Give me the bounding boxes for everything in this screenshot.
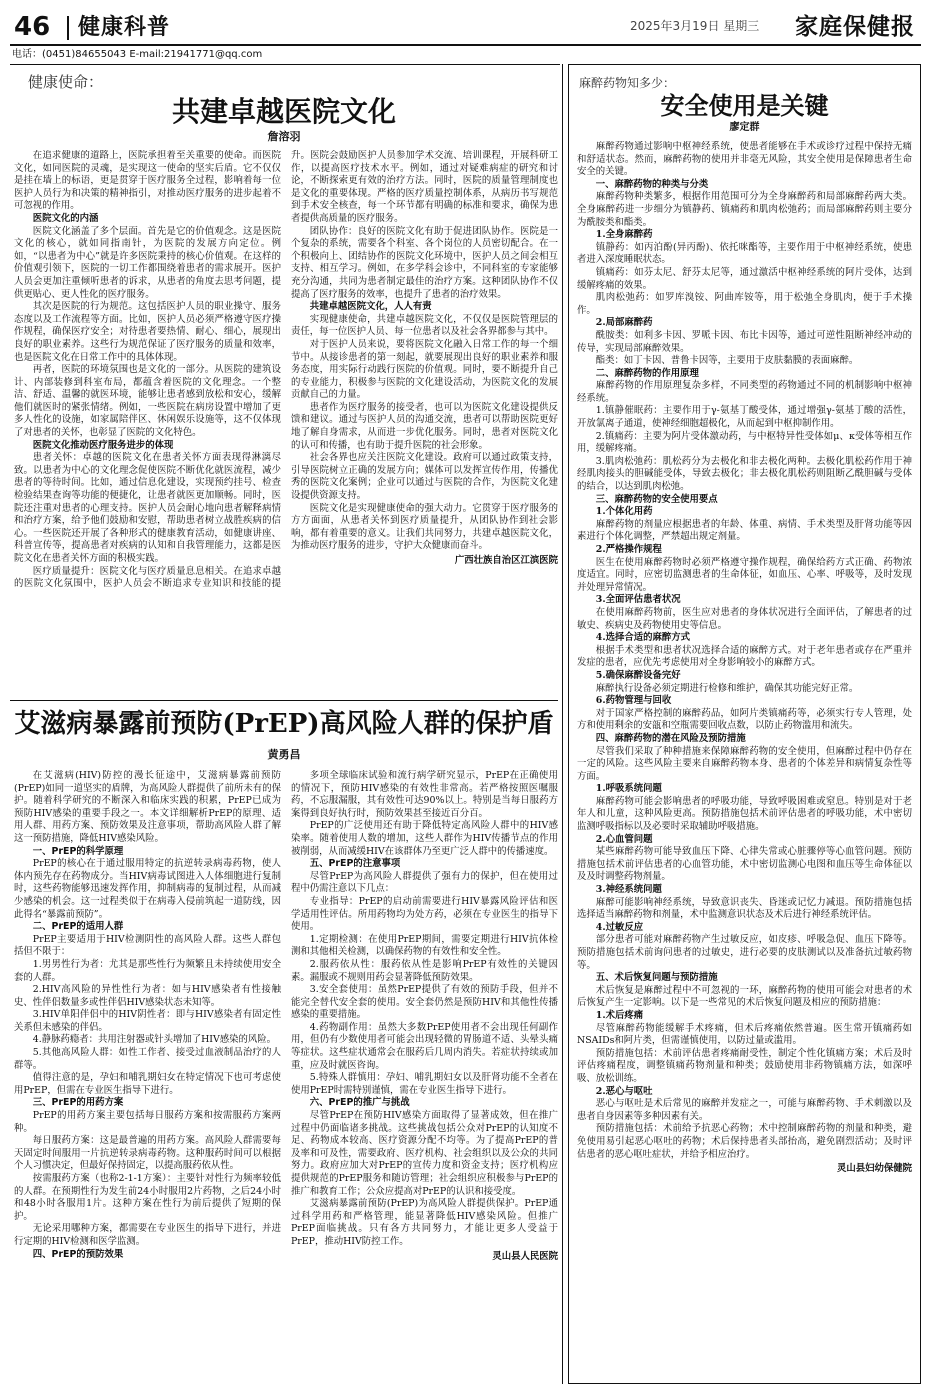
paragraph: 术后恢复是麻醉过程中不可忽视的一环，麻醉药物的使用可能会对患者的术后恢复产生一定影响。以下是一些常见的术后恢复问题及相应的预防措施：	[577, 984, 912, 1009]
minor-heading: 4.选择合适的麻醉方式	[595, 632, 690, 644]
paragraph: 在使用麻醉药物前，医生应对患者的身体状况进行全面评估，了解患者的过敏史、疾病史及药物使用史等信息。	[577, 606, 912, 631]
minor-heading: 2.局部麻醉药	[595, 317, 653, 329]
subheading: 医院文化推动医疗服务进步的体现	[32, 439, 174, 451]
minor-heading: 2.心血管问题	[595, 833, 653, 845]
paragraph: 实现健康使命，共建卓越医院文化，不仅仅是医院管理层的责任，每一位医护人员、每一位患者以及社会各界都参与其中。	[291, 313, 558, 338]
paragraph: 团队协作：良好的医院文化有助于促进团队协作。医院是一个复杂的系统，需要各个科室、各个岗位的人员密切配合。在一个积极向上、团结协作的医院文化环境中，医护人员之间会相互支持、相互学习。例如，在多学科会诊中，不同科室的专家能够充分沟通，共同为患者制定最佳的治疗方案。这种团队协作不仅提高了医疗服务的效率，也提升了患者的治疗效果。	[291, 225, 558, 300]
article2-body	[14, 770, 558, 1382]
paragraph: 3.安全套使用：虽然PrEP提供了有效的预防手段，但并不能完全替代安全套的使用。安全套仍然是预防HIV和其他性传播感染的重要措施。	[291, 984, 558, 1021]
paragraph: 4.药物副作用：虽然大多数PrEP使用者不会出现任何副作用，但仍有少数使用者可能会出现轻微的胃肠道不适、头晕头痛等症状。这些症状通常会在服药后几周内消失。若症状持续或加重，应及时就医咨询。	[291, 1021, 558, 1071]
paragraph: 麻醉执行设备必须定期进行检修和维护，确保其功能完好正常。	[595, 682, 859, 694]
paragraph: 社会各界也应关注医院文化建设。政府可以通过政策支持，引导医院树立正确的发展方向；媒体可以发挥宣传作用，传播优秀的医院文化案例；企业可以通过与医院的合作，为医院文化建设提供资源支持。	[291, 452, 558, 502]
paragraph: 4.静脉药瘾者：共用注射器或针头增加了HIV感染的风险。	[32, 1034, 277, 1046]
article-hospital-culture	[10, 72, 558, 144]
article2-author: 黄勇昌	[267, 748, 301, 761]
paragraph: 每日服药方案：这是最普遍的用药方案。高风险人群需要每天固定时间服用一片抗逆转录病毒药物。这种服药时间可以根据个人习惯决定，但最好保持固定，以提高服药依从性。	[14, 1135, 281, 1172]
masthead	[10, 12, 921, 42]
column-rule	[562, 64, 563, 1384]
paragraph: 根据手术类型和患者状况选择合适的麻醉方式。对于老年患者或存在严重并发症的患者，应优先考虑使用对全身影响较小的麻醉方式。	[577, 644, 912, 669]
paragraph: 2.镇痛药：主要为阿片受体激动药，与中枢特异性受体如μ、κ受体等相互作用，缓解疼痛。	[577, 430, 912, 455]
paragraph: 麻醉药物种类繁多，根据作用范围可分为全身麻醉药和局部麻醉药两大类。全身麻醉药进一步细分为镇静药、镇痛药和肌肉松弛药；而局部麻醉药则主要分为酰胺类和酯类。	[577, 191, 912, 228]
minor-heading: 3.全面评估患者状况	[595, 594, 681, 606]
source-credit: 广西壮族自治区江滨医院	[454, 555, 558, 566]
article1-title: 共建卓越医院文化	[171, 95, 396, 128]
paragraph: 部分患者可能对麻醉药物产生过敏反应，如皮疹、呼吸急促、血压下降等。预防措施包括术前询问患者的过敏史，进行必要的皮肤测试以及准备抗过敏药物等。	[577, 934, 912, 971]
subheading: 一、麻醉药物的种类与分类	[595, 178, 709, 190]
subheading: 医院文化的内涵	[32, 212, 99, 224]
paragraph: 艾滋病暴露前预防(PrEP)为高风险人群提供保护。PrEP通过科学用药和严格管理，能显著降低HIV感染风险。但推广PrEP面临挑战。只有各方共同努力，才能让更多人受益于PrEP，推动HIV防控工作。	[291, 1198, 558, 1247]
paragraph: 3.肌肉松弛药：肌松药分为去极化和非去极化两种。去极化肌松药作用于神经肌肉接头的胆碱能受体，导致去极化；非去极化肌松药则阻断乙酰胆碱与受体的结合，以达到肌肉松弛。	[577, 455, 912, 493]
paragraph: 恶心与呕吐是术后常见的麻醉并发症之一，可能与麻醉药物、手术刺激以及患者自身因素等多种因素有关。	[577, 1098, 912, 1122]
paragraph: 1.男男性行为者：尤其是那些性行为频繁且未持续使用安全套的人群。	[14, 958, 281, 983]
paragraph: 按需服药方案（也称2-1-1方案）：主要针对性行为频率较低的人群。在预期性行为发生前24小时服用2片药物，之后24小时和48小时各服用1片。这种方案在性行为前后提供了短期的保护。	[14, 1173, 281, 1222]
paragraph: 镇静药：如丙泊酚(异丙酚)、依托咪酯等，主要作用于中枢神经系统，使患者进入深度睡眠状态。	[577, 241, 912, 266]
paragraph: 麻醉药物可能会影响患者的呼吸功能，导致呼吸困难或窒息。特别是对于老年人和儿童，这种风险更高。预防措施包括术前评估患者的呼吸功能，术中密切监测呼吸指标以及必要时采取辅助呼吸措施。	[577, 795, 912, 833]
article3-title: 安全使用是关键	[660, 91, 829, 120]
article-prep	[10, 706, 558, 762]
minor-heading: 4.过敏反应	[595, 921, 644, 933]
paper-name: 家庭保健报	[795, 13, 915, 40]
article1-body	[14, 150, 558, 694]
subheading: 一、PrEP的科学原理	[32, 845, 124, 857]
minor-heading: 6.药物管理与回收	[595, 695, 672, 707]
paragraph: 麻醉可能影响神经系统，导致意识丧失、昏迷或记忆力减退。预防措施包括选择适当麻醉药物和剂量，术中监测意识状态及术后进行神经系统评估。	[577, 896, 912, 921]
paragraph: 无论采用哪种方案，都需要在专业医生的指导下进行，并进行定期的HIV检测和医学监测。	[14, 1223, 281, 1247]
subheading: 三、麻醉药物的安全使用要点	[595, 493, 718, 505]
source-credit: 灵山县妇幼保健院	[836, 1163, 912, 1175]
masthead-divider	[67, 16, 69, 40]
subheading: 三、PrEP的用药方案	[32, 1097, 124, 1109]
minor-heading: 5.确保麻醉设备完好	[595, 669, 681, 681]
paragraph: 医生在使用麻醉药物时必须严格遵守操作规程，确保给药方式正确、药物浓度适宜。同时，应密切监测患者的生命体征，如血压、心率、呼吸等，及时发现并处理异常情况。	[577, 556, 912, 593]
subheading: 二、PrEP的适用人群	[32, 921, 124, 933]
paragraph: 在艾滋病(HIV)防控的漫长征途中，艾滋病暴露前预防(PrEP)如同一道坚实的盾牌，为高风险人群提供了前所未有的保护。随着科学研究的不断深入和临床实践的积累，PrEP已成为预防HIV感染的重要手段之一。本文详细解析PrEP的原理、适用人群、用药方案、预防效果及注意事项，帮助高风险人群了解这一预防措施，降低HIV感染风险。	[14, 770, 281, 844]
paragraph: 医院文化是实现健康使命的强大动力。它贯穿于医疗服务的方方面面，从患者关怀到医疗质量提升，从团队协作到社会影响，都有着重要的意义。让我们共同努力，共建卓越医院文化，为推动医疗服务的进步，守护大众健康而奋斗。	[291, 502, 558, 552]
paragraph: 预防措施包括：术前评估患者疼痛耐受性，制定个性化镇痛方案；术后及时评估疼痛程度，调整镇痛药物剂量和种类；鼓励使用非药物镇痛方法，如深呼吸、放松训练。	[577, 1047, 912, 1084]
paragraph: 肌肉松弛药：如罗库溴铵、阿曲库铵等，用于松弛全身肌肉，便于手术操作。	[577, 292, 912, 316]
paragraph: PrEP的广泛使用还有助于降低特定高风险人群中的HIV感染率。随着使用人数的增加，这些人群作为HIV传播节点的作用被削弱，从而减缓HIV在该群体乃至更广泛人群中的传播速度。	[291, 820, 558, 857]
paragraph: 尽管麻醉药物能缓解手术疼痛，但术后疼痛依然普遍。医生常开镇痛药如NSAIDs和阿片类，但需谨慎使用，以防过量或滥用。	[577, 1022, 912, 1047]
minor-heading: 1.全身麻醉药	[595, 229, 653, 241]
paragraph: PrEP主要适用于HIV检测阴性的高风险人群。这些人群包括但不限于：	[14, 933, 281, 958]
subheading: 五、术后恢复问题与预防措施	[595, 972, 718, 984]
paragraph: 在追求健康的道路上，医院承担着至关重要的使命。而医院文化，如同医院的灵魂，是实现这一使命的坚实后盾。它不仅仅是挂在墙上的标语，更是贯穿于医疗服务全过程，影响着每一位医护人员行为和决策的精神指引，对推动医疗服务的进步起着不可忽视的作用。	[14, 150, 281, 212]
paragraph: 患者关怀：卓越的医院文化在患者关怀方面表现得淋漓尽致。以患者为中心的文化理念促使医院不断优化就医流程，减少患者的等待时间。比如，通过信息化建设，实现预约挂号、检查检验结果查询等功能的便捷化，让患者就医更加顺畅。同时，医院还注重对患者的心理支持。医护人员会耐心地向患者解释病情和治疗方案，给予他们鼓励和安慰，帮助患者树立战胜疾病的信心。一些医院还开展了各种形式的健康教育活动，如健康讲座、科普宣传等，提高患者对疾病的认知和自我管理能力，这都是医院文化在患者关怀方面的积极实践。	[14, 452, 281, 564]
paragraph: 3.HIV单阳伴侣中的HIV阴性者：即与HIV感染者有固定性关系但未感染的伴侣。	[14, 1009, 281, 1033]
paragraph: 5.特殊人群慎用：孕妇、哺乳期妇女以及肝肾功能不全者在使用PrEP时需特别谨慎，需在专业医生指导下进行。	[291, 1072, 558, 1096]
paragraph: 专业指导：PrEP的启动前需要进行HIV暴露风险评估和医学适用性评估。所用药物均为处方药，必须在专业医生的指导下使用。	[291, 895, 558, 933]
paragraph: 患者作为医疗服务的接受者，也可以为医院文化建设提供反馈和建议。通过与医护人员的沟通交流，患者可以帮助医院更好地了解自身需求，从而进一步优化服务。同时，患者对医院文化的认可和传播，也有助于提升医院的社会形象。	[291, 401, 558, 451]
paragraph: 值得注意的是，孕妇和哺乳期妇女在特定情况下也可考虑使用PrEP，但需在专业医生指导下进行。	[14, 1072, 281, 1096]
paragraph: 1.定期检测：在使用PrEP期间，需要定期进行HIV抗体检测和其他相关检测，以确保药物的有效性和安全性。	[291, 933, 558, 958]
minor-heading: 1.呼吸系统问题	[595, 783, 662, 795]
paragraph: PrEP的用药方案主要包括每日服药方案和按需服药方案两种。	[14, 1110, 281, 1134]
contact-rule	[10, 64, 560, 65]
paragraph: 某些麻醉药物可能导致血压下降、心律失常或心脏骤停等心血管问题。预防措施包括术前评估患者的心血管功能，术中密切监测心电图和血压等生命体征以及及时调整药物剂量。	[577, 846, 912, 883]
article-anesthesia-box	[568, 64, 921, 1384]
subheading: 四、PrEP的预防效果	[32, 1248, 124, 1260]
subheading: 四、麻醉药物的潜在风险及预防措施	[595, 732, 746, 744]
header-rule	[10, 44, 921, 46]
paragraph: 对于国家严格控制的麻醉药品，如阿片类镇痛药等，必须实行专人管理，处方和使用剩余的安瓿和空瓶需要回收点数，以防止药物滥用和流失。	[577, 707, 912, 732]
source-credit: 灵山县人民医院	[492, 1250, 558, 1262]
paragraph: 麻醉药物的剂量应根据患者的年龄、体重、病情、手术类型及肝肾功能等因素进行个体化调整，严禁超出规定剂量。	[577, 518, 912, 543]
section-name: 健康科普	[78, 14, 171, 40]
article3-kicker: 麻醉药物知多少：	[579, 76, 676, 90]
paragraph: 酯类：如丁卡因、普鲁卡因等，主要用于皮肤黏膜的表面麻醉。	[595, 355, 859, 367]
issue-date: 2025年3月19日 星期三	[630, 19, 760, 33]
paragraph: 酰胺类：如利多卡因、罗哌卡因、布比卡因等，通过可逆性阻断神经冲动的传导，实现局部麻醉效果。	[577, 329, 912, 354]
paragraph: 麻醉药物通过影响中枢神经系统，使患者能够在手术或诊疗过程中保持无痛和舒适状态。然而，麻醉药物的使用并非毫无风险，其安全使用是保障患者生命安全的关键。	[577, 141, 912, 178]
minor-heading: 1.术后疼痛	[595, 1009, 644, 1021]
minor-heading: 3.神经系统问题	[595, 884, 662, 896]
paragraph: 其次是医院的行为规范。这包括医护人员的职业操守、服务态度以及工作流程等方面。比如，医护人员必须严格遵守医疗操作规程，确保医疗安全；对待患者要热情、耐心、细心，展现出良好的职业素养。这些行为规范保证了医疗服务的质量和效率，也是医院文化在日常工作中的具体体现。	[14, 301, 281, 363]
page-number: 46	[14, 12, 51, 42]
paragraph: 尽管PrEP在预防HIV感染方面取得了显著成效，但在推广过程中仍面临诸多挑战。这些挑战包括公众对PrEP的认知度不足、药物成本较高、医疗资源分配不均等。为了提高PrEP的普及率和可及性，需要政府、医疗机构、社会组织以及公众的共同努力。政府应加大对PrEP的宣传力度和资金支持；医疗机构应提供规范的PrEP服务和随访管理；社会组织应积极参与PrEP的推广和教育工作；公众应提高对PrEP的认识和接受度。	[291, 1110, 558, 1197]
paragraph: 2.服药依从性：服药依从性是影响PrEP有效性的关键因素。漏服或不规则用药会显著降低预防效果。	[291, 958, 558, 983]
article2-title: 艾滋病暴露前预防(PrEP)高风险人群的保护盾	[14, 709, 554, 739]
article-separator	[10, 700, 558, 701]
article3-body	[577, 141, 912, 1377]
paragraph: 尽管PrEP为高风险人群提供了强有力的保护，但在使用过程中仍需注意以下几点：	[291, 870, 558, 895]
paragraph: 1.镇静催眠药：主要作用于γ-氨基丁酸受体，通过增强γ-氨基丁酸的活性，开放氯离子通道，使神经细胞超极化，从而起到中枢抑制作用。	[577, 405, 912, 430]
paragraph: 再者，医院的环境氛围也是文化的一部分。从医院的建筑设计、内部装修到科室布局，都蕴含着医院的文化理念。一个整洁、舒适、温馨的就医环境，能够让患者感到放松和安心，缓解他们就医时的紧张情绪。例如，一些医院在病房设置中增加了更多人性化的设施，如家属陪伴区、休闲娱乐设施等，这不仅体现了对患者的关怀，也彰显了医院的文化特色。	[14, 364, 281, 439]
minor-heading: 1.个体化用药	[595, 506, 653, 518]
paragraph: 预防措施包括：术前给予抗恶心药物；术中控制麻醉药物的剂量和种类，避免使用易引起恶心呕吐的药物；术后保持患者头部抬高，避免剧烈活动；及时评估患者的恶心呕吐症状，并给予相应治疗。	[577, 1123, 912, 1160]
article3-author: 廖定群	[729, 122, 760, 133]
subheading: 共建卓越医院文化，人人有责	[309, 301, 432, 313]
paragraph: 多项全球临床试验和流行病学研究显示，PrEP在正确使用的情况下，预防HIV感染的有效性非常高。若严格按照医嘱服药，不忘服漏服，其有效性可达90%以上。特别是当每日服药方案得到良好执行时，预防效果甚至接近百分百。	[291, 770, 558, 819]
paragraph: 医院文化涵盖了多个层面。首先是它的价值观念。这是医院文化的核心，就如同指南针，为医院的发展方向定位。例如，“以患者为中心”就是许多医院秉持的核心价值观。在这样的价值观引领下，医院的一切工作都围绕着患者的需求展开。医护人员会更加注重倾听患者的诉求，从患者的角度去思考问题，提供更贴心、更人性化的医疗服务。	[14, 225, 281, 300]
subheading: 二、麻醉药物的作用原理	[595, 367, 699, 379]
paragraph: 尽管我们采取了种种措施来保障麻醉药物的安全使用，但麻醉过程中仍存在一定的风险。这些风险主要来自麻醉药物本身、患者的个体差异和病情复杂性等方面。	[577, 745, 912, 782]
paragraph: 医疗质量提升：医院文化与医疗质量息息相关。在追求卓越的医院文化氛围中，医护人员会不断追求专业知识和技能的提升。医院会鼓励医护人员参加学术交流、培训课程，开展科研工作，以提高医疗技术水平。例如，通过对疑难病症的研究和讨论，不断探索更有效的治疗方法。同时，医院的质量管理制度也是文化的重要体现。严格的医疗质量控制体系，从病历书写规范到手术安全核查，每一个环节都有明确的标准和要求，确保为患者提供高质量的医疗服务。	[14, 150, 558, 590]
subheading: 五、PrEP的注意事项	[309, 858, 401, 870]
contact-line: 电话：(0451)84655043 E-mail:21941771@qq.com	[12, 49, 263, 60]
paragraph: 对于医护人员来说，要将医院文化融入日常工作的每一个细节中。从接诊患者的第一刻起，就要展现出良好的职业素养和服务态度，用实际行动践行医院的价值观。同时，要不断提升自己的专业能力，积极参与医院的文化建设活动，为医院文化的发展贡献自己的力量。	[291, 338, 558, 401]
paragraph: 镇痛药：如芬太尼、舒芬太尼等，通过激活中枢神经系统的阿片受体，达到缓解疼痛的效果。	[577, 266, 912, 291]
article1-author: 詹溶羽	[267, 130, 301, 143]
paragraph: 5.其他高风险人群：如性工作者、接受过血液制品治疗的人群等。	[14, 1047, 281, 1071]
paragraph: PrEP的核心在于通过服用特定的抗逆转录病毒药物，使人体内预先存在药物成分。当HIV病毒试图进入人体细胞进行复制时，这些药物能够迅速发挥作用，抑制病毒的复制过程，从而减少感染的机会。这一过程类似于在病毒入侵前筑起一道防线，因此得名“暴露前预防”。	[14, 858, 281, 920]
subheading: 六、PrEP的推广与挑战	[309, 1097, 410, 1109]
paragraph: 2.HIV高风险的异性性行为者：如与HIV感染者有性接触史、性伴侣数量多或性伴侣HIV感染状态未知等。	[14, 984, 281, 1008]
minor-heading: 2.严格操作规程	[595, 544, 662, 555]
minor-heading: 2.恶心与呕吐	[595, 1085, 653, 1097]
paragraph: 麻醉药物的作用原理复杂多样，不同类型的药物通过不同的机制影响中枢神经系统。	[577, 380, 912, 404]
article1-kicker: 健康使命：	[28, 73, 104, 91]
